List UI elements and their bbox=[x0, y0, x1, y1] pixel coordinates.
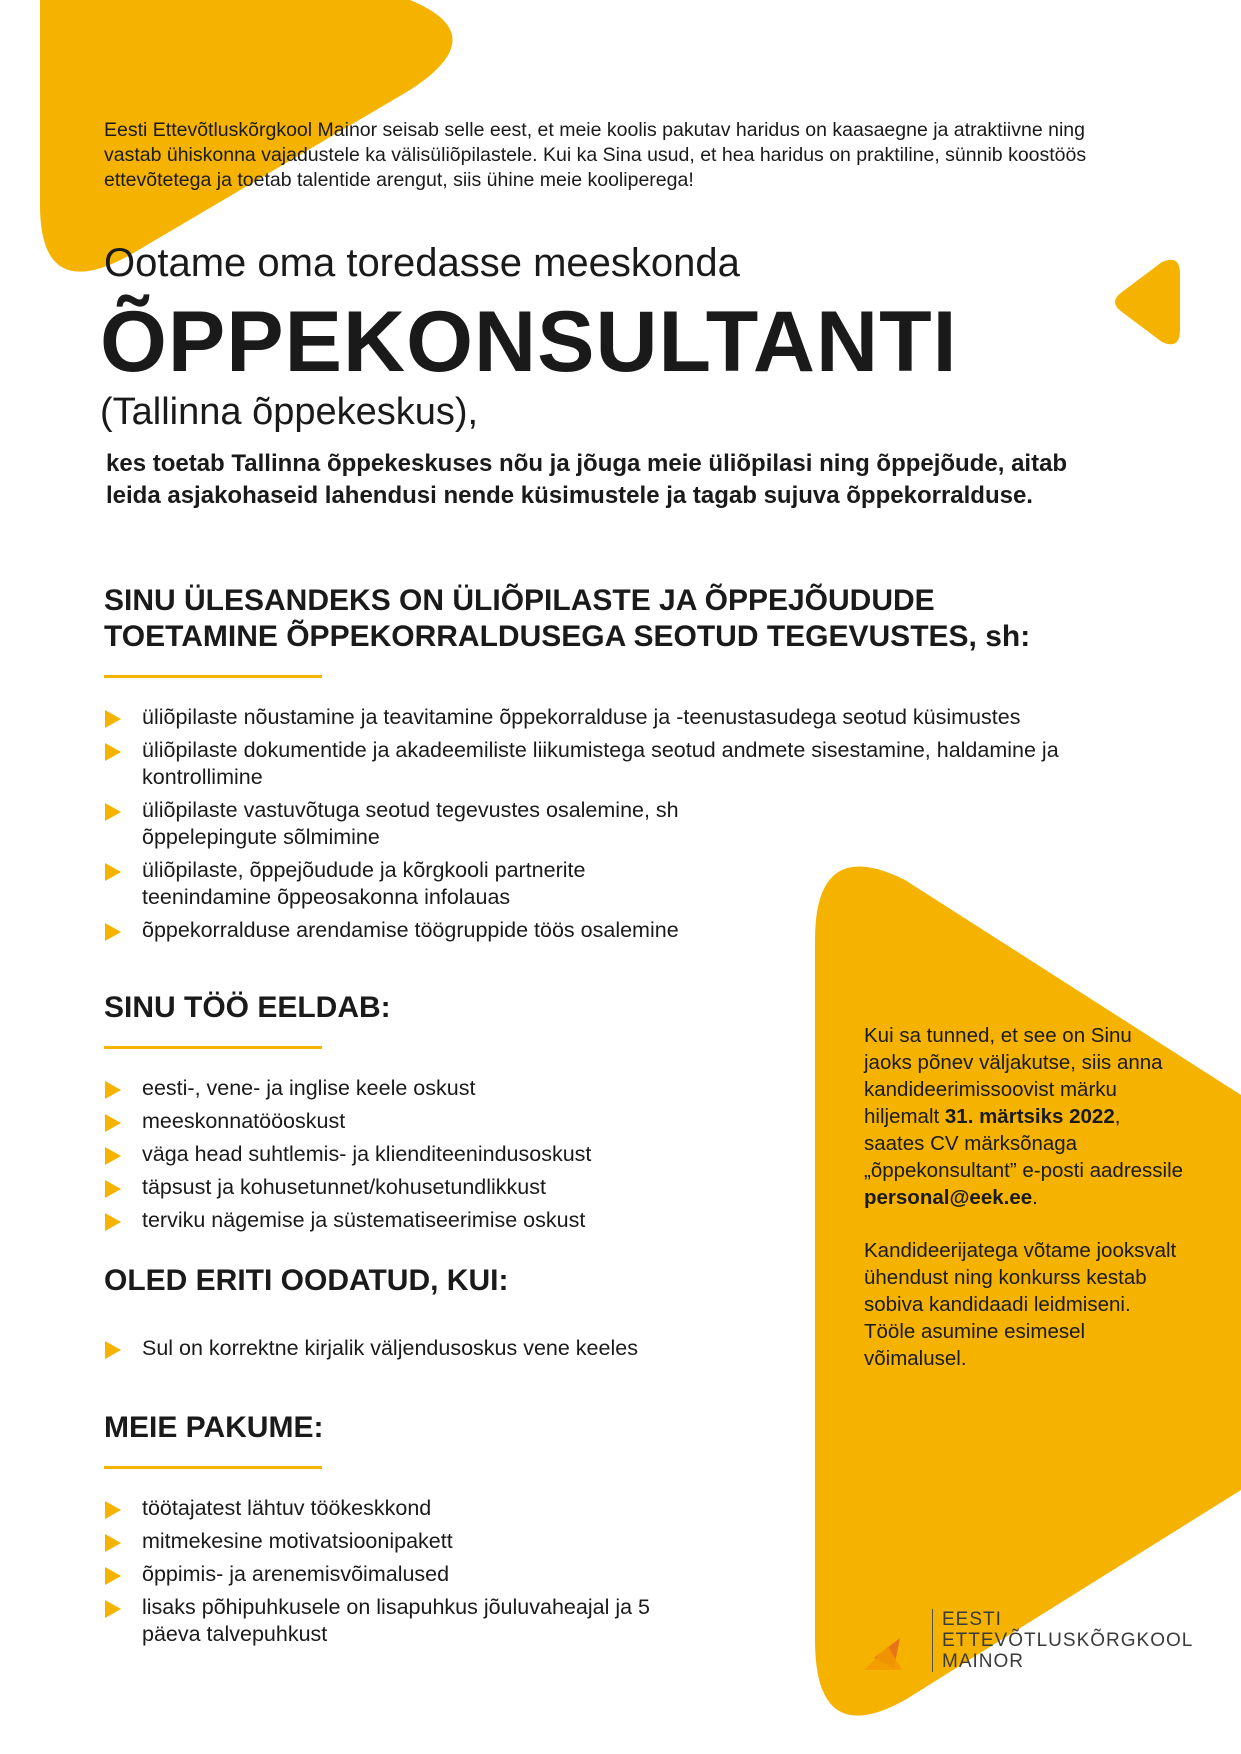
job-title-heading: ÕPPEKONSULTANTI bbox=[100, 294, 958, 390]
list-item bbox=[104, 704, 1104, 731]
list-item bbox=[104, 1141, 804, 1168]
list-item bbox=[104, 1528, 804, 1555]
requirements-list bbox=[104, 1075, 804, 1234]
tasks-section bbox=[104, 583, 1104, 944]
offer-section bbox=[104, 1410, 804, 1648]
logo-line-3: MAINOR bbox=[942, 1650, 1024, 1672]
requirements-title: SINU TÖÖ EELDAB: bbox=[104, 991, 391, 1024]
list-item-text: õppimis- ja arenemisvõimalused bbox=[142, 1562, 450, 1586]
list-item bbox=[104, 917, 1104, 944]
list-item bbox=[104, 1594, 682, 1648]
application-deadline: 31. märtsiks 2022 bbox=[944, 1105, 1115, 1128]
application-paragraph bbox=[864, 1022, 1184, 1211]
list-item-text: õppekorralduse arendamise töögruppide töös osalemine bbox=[142, 918, 679, 942]
location-subheading: (Tallinna õppekeskus), bbox=[100, 391, 479, 433]
list-item-text: väga head suhtlemis- ja klienditeenindusoskust bbox=[142, 1142, 592, 1166]
requirements-rule bbox=[104, 1046, 322, 1049]
intro-paragraph: Eesti Ettevõtluskõrgkool Mainor seisab selle eest, et meie koolis pakutav haridus on kaasaegne ja atraktiivne ning vastab ühiskonna vajadustele ka välisüliõpilastele. Kui ka Sina usud, et hea haridus on praktiline, sünnib koostöös ettevõtetega ja toetab talentide arengut, siis ühine meie kooliperega! bbox=[104, 119, 1087, 191]
logo-line-1: EESTI bbox=[942, 1608, 1002, 1630]
application-text-part: Kui sa tunned, et see on Sinu jaoks põnev väljakutse, siis anna kandideerimissoovist märku hiljemalt bbox=[864, 1024, 1163, 1128]
bullet-arrow-icon bbox=[105, 863, 121, 881]
bullet-arrow-icon bbox=[105, 803, 121, 821]
bullet-arrow-icon bbox=[105, 1534, 121, 1552]
application-email: personal@eek.ee bbox=[864, 1186, 1033, 1209]
offer-title: MEIE PAKUME: bbox=[104, 1411, 324, 1444]
application-text-part: , saates CV märksõnaga „õppekonsultant” e-posti aadressile bbox=[864, 1105, 1184, 1182]
list-item-text: lisaks põhipuhkusele on lisapuhkus jõuluvaheajal ja 5 päeva talvepuhkust bbox=[142, 1595, 650, 1646]
requirements-section bbox=[104, 990, 804, 1234]
list-item bbox=[104, 857, 712, 911]
bonus-section bbox=[104, 1263, 804, 1362]
bullet-arrow-icon bbox=[105, 1213, 121, 1231]
list-item-text: üliõpilaste nõustamine ja teavitamine õppekorralduse ja -teenustasudega seotud küsimustes bbox=[142, 705, 1021, 729]
bullet-arrow-icon bbox=[105, 743, 121, 761]
list-item-text: üliõpilaste dokumentide ja akadeemiliste liikumistega seotud andmete sisestamine, haldamine ja kontrollimine bbox=[142, 738, 1059, 789]
bullet-arrow-icon bbox=[105, 1114, 121, 1132]
bullet-arrow-icon bbox=[105, 710, 121, 728]
bullet-arrow-icon bbox=[105, 1567, 121, 1585]
list-item bbox=[104, 1207, 804, 1234]
mainor-logo-icon bbox=[844, 1598, 932, 1682]
list-item bbox=[104, 1335, 804, 1362]
list-item bbox=[104, 1108, 804, 1135]
list-item-text: üliõpilaste, õppejõudude ja kõrgkooli partnerite teenindamine õppeosakonna infolauas bbox=[142, 858, 586, 909]
list-item-text: terviku nägemise ja süstematiseerimise oskust bbox=[142, 1208, 586, 1232]
tasks-list bbox=[104, 704, 1104, 944]
process-paragraph: Kandideerijatega võtame jooksvalt ühendust ning konkurss kestab sobiva kandidaadi leidmiseni. Tööle asumine esimesel võimalusel. bbox=[864, 1239, 1177, 1370]
bullet-arrow-icon bbox=[105, 1341, 121, 1359]
tasks-title bbox=[104, 583, 1104, 655]
bullet-arrow-icon bbox=[105, 1501, 121, 1519]
bullet-arrow-icon bbox=[105, 1081, 121, 1099]
tasks-title-line1: SINU ÜLESANDEKS ON ÜLIÕPILASTE JA ÕPPEJÕUDUDE bbox=[104, 584, 935, 617]
bonus-title: OLED ERITI OODATUD, KUI: bbox=[104, 1264, 509, 1297]
bonus-list bbox=[104, 1335, 804, 1362]
tasks-rule bbox=[104, 675, 322, 678]
list-item bbox=[104, 797, 782, 851]
application-text-part: . bbox=[1032, 1186, 1038, 1209]
bullet-arrow-icon bbox=[105, 1180, 121, 1198]
list-item-text: mitmekesine motivatsioonipakett bbox=[142, 1529, 453, 1553]
offer-list bbox=[104, 1495, 804, 1648]
logo-wordmark bbox=[932, 1609, 1193, 1672]
tasks-title-line2: TOETAMINE ÕPPEKORRALDUSEGA SEOTUD TEGEVUSTES, sh: bbox=[104, 620, 1031, 653]
bullet-arrow-icon bbox=[105, 1600, 121, 1618]
list-item-text: Sul on korrektne kirjalik väljendusoskus vene keeles bbox=[142, 1336, 638, 1360]
list-item bbox=[104, 1174, 804, 1201]
list-item-text: üliõpilaste vastuvõtuga seotud tegevustes osalemine, sh õppelepingute sõlmimine bbox=[142, 798, 679, 849]
logo-line-2: ETTEVÕTLUSKÕRGKOOL bbox=[942, 1629, 1194, 1651]
list-item-text: eesti-, vene- ja inglise keele oskust bbox=[142, 1076, 476, 1100]
list-item-text: töötajatest lähtuv töökeskkond bbox=[142, 1496, 432, 1520]
list-item bbox=[104, 1075, 804, 1102]
list-item bbox=[104, 737, 1104, 791]
list-item bbox=[104, 1561, 804, 1588]
list-item-text: täpsust ja kohusetunnet/kohusetundlikkust bbox=[142, 1175, 546, 1199]
bullet-arrow-icon bbox=[105, 923, 121, 941]
application-info bbox=[864, 1022, 1184, 1398]
school-logo bbox=[844, 1598, 1193, 1682]
offer-rule bbox=[104, 1466, 322, 1469]
list-item-text: meeskonnatööoskust bbox=[142, 1109, 346, 1133]
lead-heading: Ootame oma toredasse meeskonda bbox=[104, 241, 740, 285]
role-summary: kes toetab Tallinna õppekeskuses nõu ja jõuga meie üliõpilasi ning õppejõude, aitab leida asjakohaseid lahendusi nende küsimustele ja tagab sujuva õppekorralduse. bbox=[106, 450, 1068, 509]
list-item bbox=[104, 1495, 804, 1522]
bullet-arrow-icon bbox=[105, 1147, 121, 1165]
